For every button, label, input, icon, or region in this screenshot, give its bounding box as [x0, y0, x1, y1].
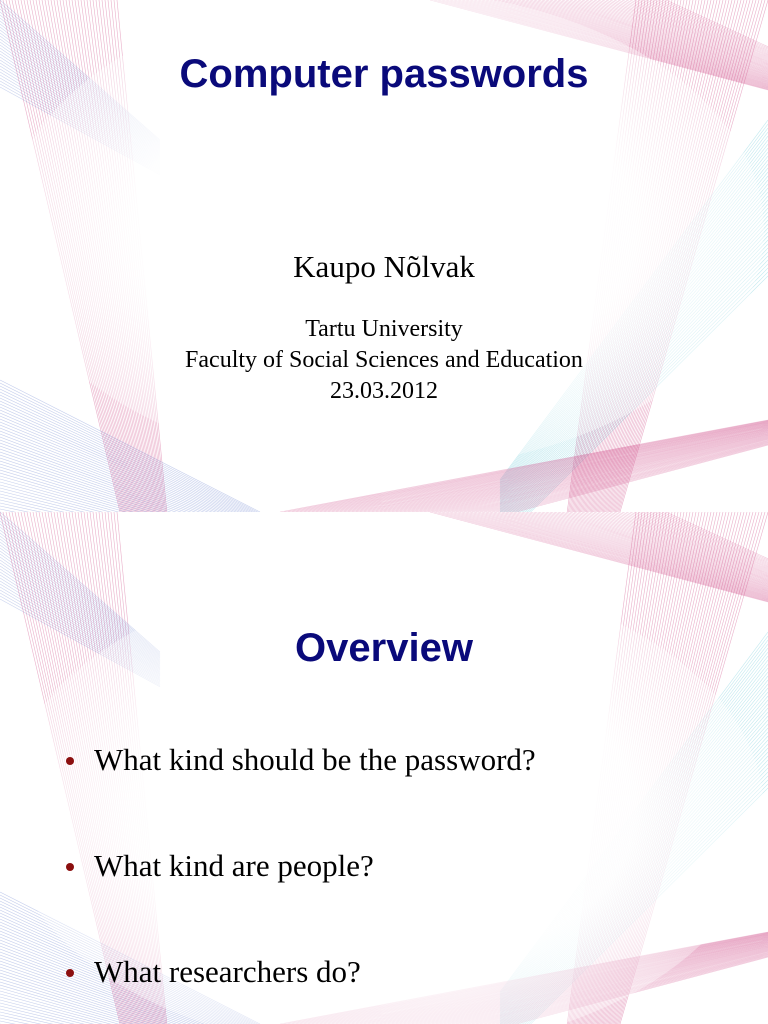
affiliation-faculty: Faculty of Social Sciences and Education	[185, 347, 583, 373]
list-item	[66, 952, 746, 992]
overview-slide	[0, 512, 768, 1024]
bullet-text: What researchers do?	[94, 954, 361, 989]
list-item	[66, 740, 746, 780]
bullet-dot-icon	[66, 757, 74, 765]
bullet-list	[66, 512, 746, 1024]
bullet-text: What kind should be the password?	[94, 742, 536, 777]
list-item	[66, 846, 746, 886]
author-name: Kaupo Nõlvak	[293, 249, 475, 284]
bullet-text: What kind are people?	[94, 848, 374, 883]
presentation-date: 23.03.2012	[330, 378, 438, 404]
bullet-dot-icon	[66, 863, 74, 871]
slide-title: Computer passwords	[179, 52, 589, 96]
bullet-dot-icon	[66, 969, 74, 977]
slide-title: Overview	[295, 626, 473, 670]
affiliation-university: Tartu University	[305, 316, 463, 342]
